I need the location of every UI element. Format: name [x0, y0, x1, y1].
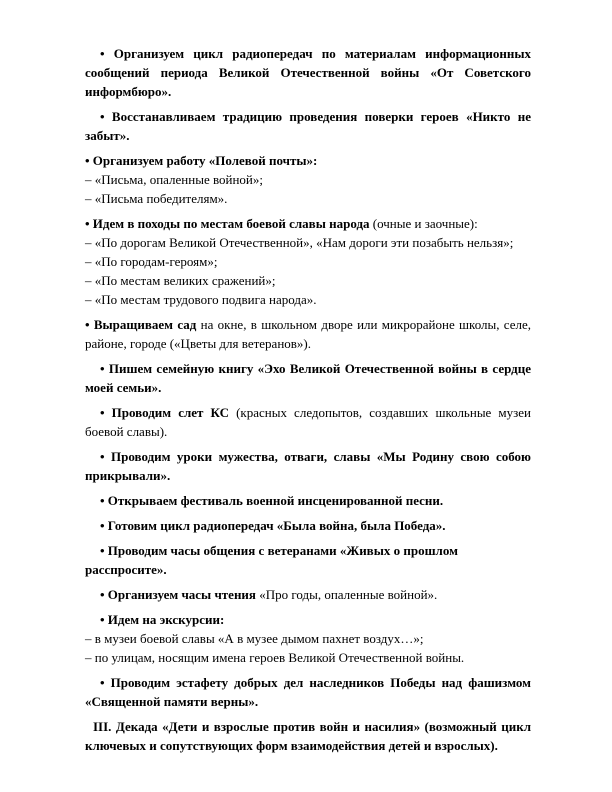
- item-heroes-roll-call: [85, 107, 531, 145]
- item-bold-text: • Организуем работу «Полевой почты»:: [85, 153, 318, 168]
- sub-item: – «Письма победителям».: [85, 191, 228, 206]
- item-bold-text: • Проводим уроки мужества, отваги, славы «Мы Родину свою собою прикрывали».: [85, 449, 531, 483]
- item-reading-hours: [85, 585, 531, 604]
- item-bold-text: • Организуем цикл радиопередач по материалам информационных сообщений периода Великой Отечественной войны «От Советского информбюро».: [85, 46, 531, 99]
- sub-item: – «По местам трудового подвига народа».: [85, 292, 317, 307]
- document-page: [85, 44, 531, 761]
- item-veterans-hours: [85, 541, 531, 579]
- item-field-post: [85, 151, 531, 170]
- item-bold-text: • Проводим слет КС: [100, 405, 230, 420]
- item-bold-text: • Выращиваем сад: [85, 317, 197, 332]
- sub-item: – в музеи боевой славы «А в музее дымом пахнет воздух…»;: [85, 631, 424, 646]
- item-bold-text: • Организуем часы чтения: [100, 587, 256, 602]
- section-heading: III. Декада «Дети и взрослые против войн и насилия» (возможный цикл ключевых и сопутствующих форм взаимодействия детей и взрослых).: [85, 719, 531, 753]
- sub-item: – по улицам, носящим имена героев Великой Отечественной войны.: [85, 650, 465, 665]
- item-excursions: [85, 610, 531, 629]
- sub-item: – «По городам-героям»;: [85, 254, 218, 269]
- item-radio-victory: [85, 516, 531, 535]
- item-rest-text: «Про годы, опаленные войной».: [255, 587, 438, 602]
- sub-item: – «Письма, опаленные войной»;: [85, 172, 264, 187]
- item-bold-text: • Проводим часы общения с ветеранами «Живых о прошлом расспросите».: [85, 543, 458, 577]
- item-ks-rally: [85, 403, 531, 441]
- sub-item: – «По местам великих сражений»;: [85, 273, 276, 288]
- item-song-festival: [85, 491, 531, 510]
- item-rest-text: (очные и заочные):: [369, 216, 478, 231]
- sub-item: – «По дорогам Великой Отечественной», «Нам дороги эти позабыть нельзя»;: [85, 235, 514, 250]
- item-courage-lessons: [85, 447, 531, 485]
- item-bold-text: • Готовим цикл радиопередач «Была война, была Победа».: [100, 518, 446, 533]
- item-rest-text: (красных следопытов, создавших школьные музеи боевой славы).: [85, 405, 531, 439]
- item-bold-text: • Проводим эстафету добрых дел наследников Победы над фашизмом «Священной памяти верны».: [85, 675, 531, 709]
- item-bold-text: • Восстанавливаем традицию проведения поверки героев «Никто не забыт».: [85, 109, 531, 143]
- item-bold-text: • Идем на экскурсии:: [100, 612, 225, 627]
- item-relay: [85, 673, 531, 711]
- item-rest-text: на окне, в школьном дворе или микрорайоне школы, селе, районе, городе («Цветы для ветеранов»).: [85, 317, 532, 351]
- item-radio-cycle: [85, 44, 531, 101]
- item-hikes: [85, 214, 531, 233]
- item-bold-text: • Пишем семейную книгу «Эхо Великой Отечественной войны в сердце моей семьи».: [85, 361, 531, 395]
- item-family-book: [85, 359, 531, 397]
- item-bold-text: • Идем в походы по местам боевой славы народа: [85, 216, 370, 231]
- item-bold-text: • Открываем фестиваль военной инсценированной песни.: [100, 493, 444, 508]
- item-garden: [85, 315, 531, 353]
